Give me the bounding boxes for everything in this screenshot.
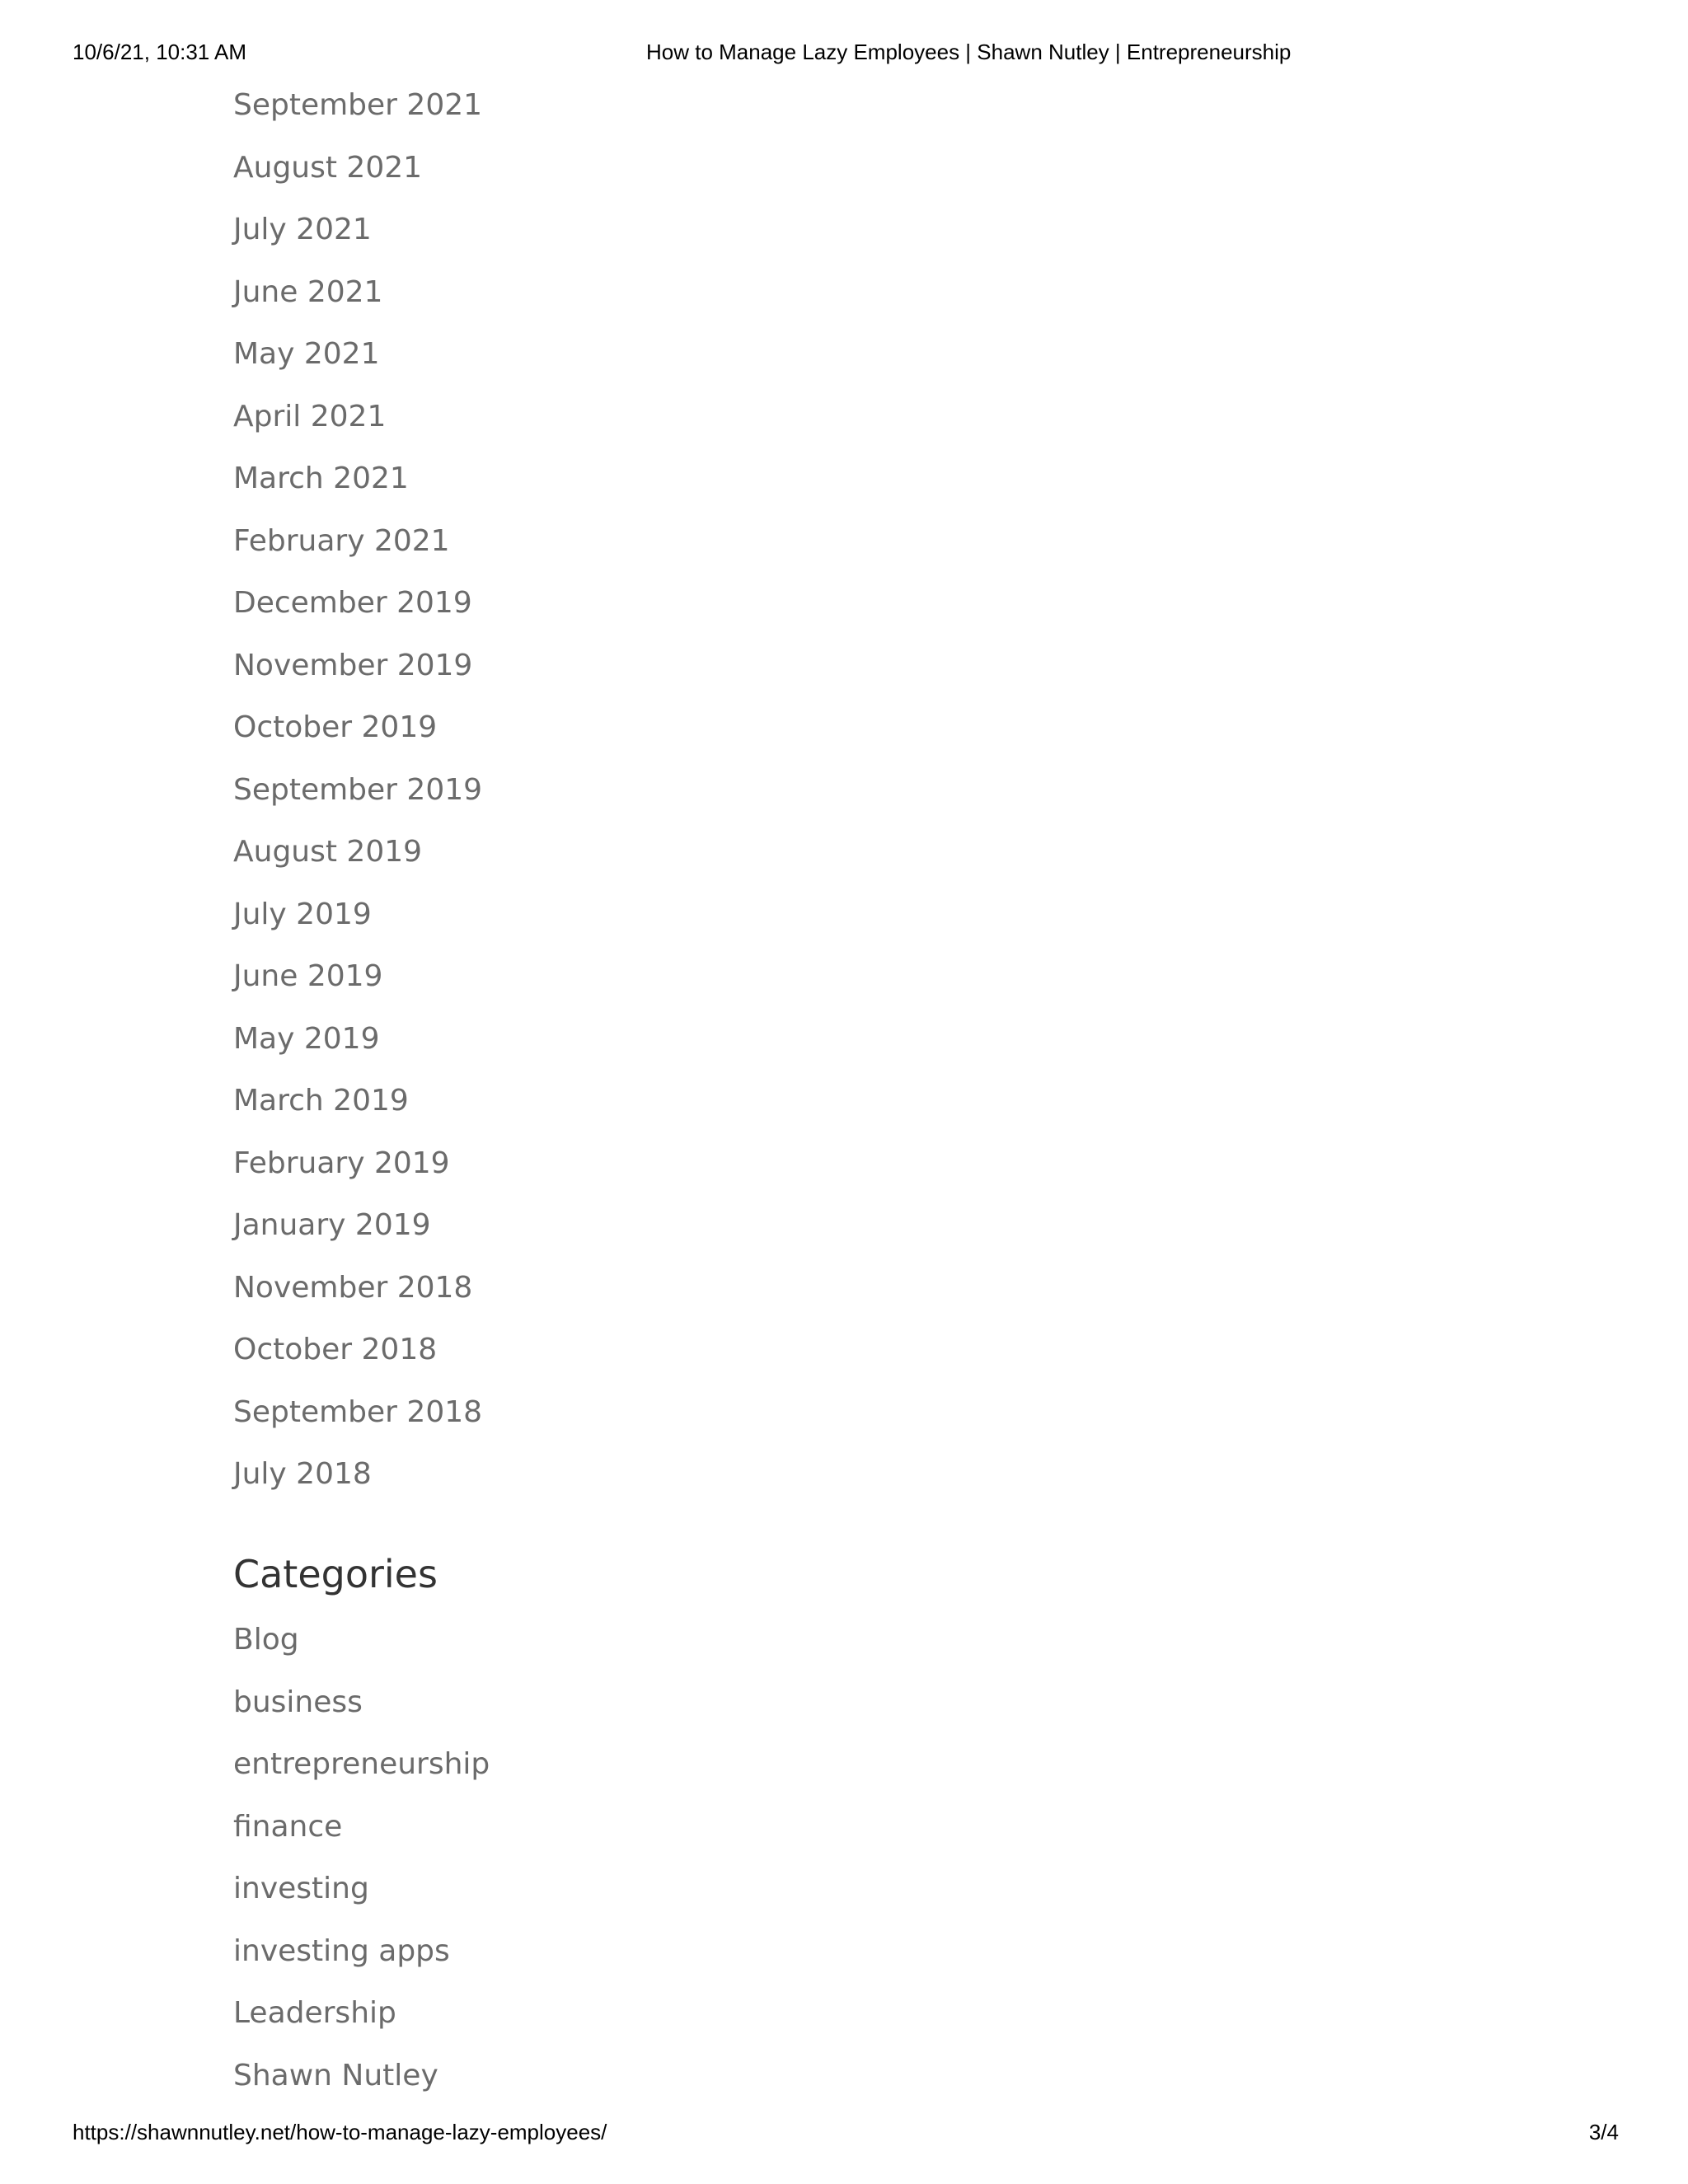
- archive-link[interactable]: January 2019: [233, 1208, 431, 1242]
- archive-link[interactable]: March 2021: [233, 462, 409, 495]
- archive-item: [233, 890, 482, 953]
- archive-item: [233, 579, 482, 641]
- archive-link[interactable]: September 2021: [233, 88, 483, 122]
- archives-list: [233, 81, 482, 1512]
- archive-link[interactable]: October 2018: [233, 1333, 438, 1366]
- archive-link[interactable]: July 2019: [233, 897, 372, 931]
- category-item: [233, 1927, 490, 1990]
- category-item: [233, 1615, 490, 1678]
- archive-item: [233, 1015, 482, 1077]
- archive-item: [233, 205, 482, 268]
- archive-link[interactable]: July 2018: [233, 1457, 372, 1491]
- categories-widget: [233, 1549, 490, 2113]
- archive-item: [233, 952, 482, 1015]
- archive-link[interactable]: November 2019: [233, 648, 473, 682]
- archive-link[interactable]: July 2021: [233, 213, 372, 246]
- category-item: [233, 1864, 490, 1927]
- archive-link[interactable]: May 2019: [233, 1021, 380, 1056]
- archive-link[interactable]: September 2018: [233, 1394, 483, 1429]
- archive-item: [233, 1450, 482, 1512]
- archive-item: [233, 1076, 482, 1139]
- archive-link[interactable]: September 2019: [233, 772, 483, 807]
- archive-link[interactable]: October 2019: [233, 710, 438, 744]
- archive-link[interactable]: August 2019: [233, 835, 423, 869]
- category-link[interactable]: Blog: [233, 1623, 299, 1657]
- print-page-title: How to Manage Lazy Employees | Shawn Nutley | Entrepreneurship: [646, 40, 1292, 64]
- category-link[interactable]: Leadership: [233, 1996, 396, 2030]
- archive-link[interactable]: February 2021: [233, 523, 450, 558]
- archive-item: [233, 827, 482, 890]
- category-link[interactable]: finance: [233, 1809, 343, 1844]
- print-page-number: 3/4: [1588, 2120, 1619, 2144]
- category-item: [233, 1989, 490, 2051]
- print-footer: [0, 2120, 1688, 2148]
- category-item: [233, 1740, 490, 1802]
- archive-item: [233, 1139, 482, 1202]
- category-item: [233, 1802, 490, 1865]
- archive-link[interactable]: March 2019: [233, 1084, 409, 1118]
- archive-item: [233, 454, 482, 517]
- category-item: [233, 2051, 490, 2114]
- print-date: 10/6/21, 10:31 AM: [73, 40, 247, 64]
- archive-link[interactable]: April 2021: [233, 399, 387, 434]
- archive-link[interactable]: May 2021: [233, 337, 380, 371]
- categories-list: [233, 1615, 490, 2113]
- print-header: [0, 40, 1688, 68]
- archive-item: [233, 392, 482, 455]
- archive-item: [233, 517, 482, 579]
- categories-title: Categories: [233, 1552, 438, 1596]
- archive-item: [233, 81, 482, 143]
- category-link[interactable]: Shawn Nutley: [233, 2058, 438, 2093]
- archive-item: [233, 703, 482, 766]
- archive-item: [233, 766, 482, 828]
- archive-item: [233, 268, 482, 330]
- archive-item: [233, 641, 482, 704]
- archive-item: [233, 1201, 482, 1263]
- archive-item: [233, 330, 482, 392]
- category-link[interactable]: entrepreneurship: [233, 1747, 490, 1781]
- category-link[interactable]: investing: [233, 1872, 369, 1905]
- archive-item: [233, 1263, 482, 1326]
- category-link[interactable]: investing apps: [233, 1933, 450, 1968]
- category-link[interactable]: business: [233, 1685, 363, 1719]
- archives-widget: [233, 81, 482, 1512]
- archive-link[interactable]: November 2018: [233, 1270, 473, 1305]
- archive-link[interactable]: August 2021: [233, 150, 423, 185]
- archive-link[interactable]: June 2021: [233, 274, 383, 309]
- archive-link[interactable]: June 2019: [233, 959, 383, 993]
- archive-link[interactable]: February 2019: [233, 1146, 450, 1180]
- archive-item: [233, 1325, 482, 1388]
- category-item: [233, 1678, 490, 1741]
- archive-link[interactable]: December 2019: [233, 586, 472, 620]
- archive-item: [233, 1388, 482, 1451]
- archive-item: [233, 143, 482, 206]
- print-url: https://shawnnutley.net/how-to-manage-lazy-employees/: [73, 2120, 607, 2144]
